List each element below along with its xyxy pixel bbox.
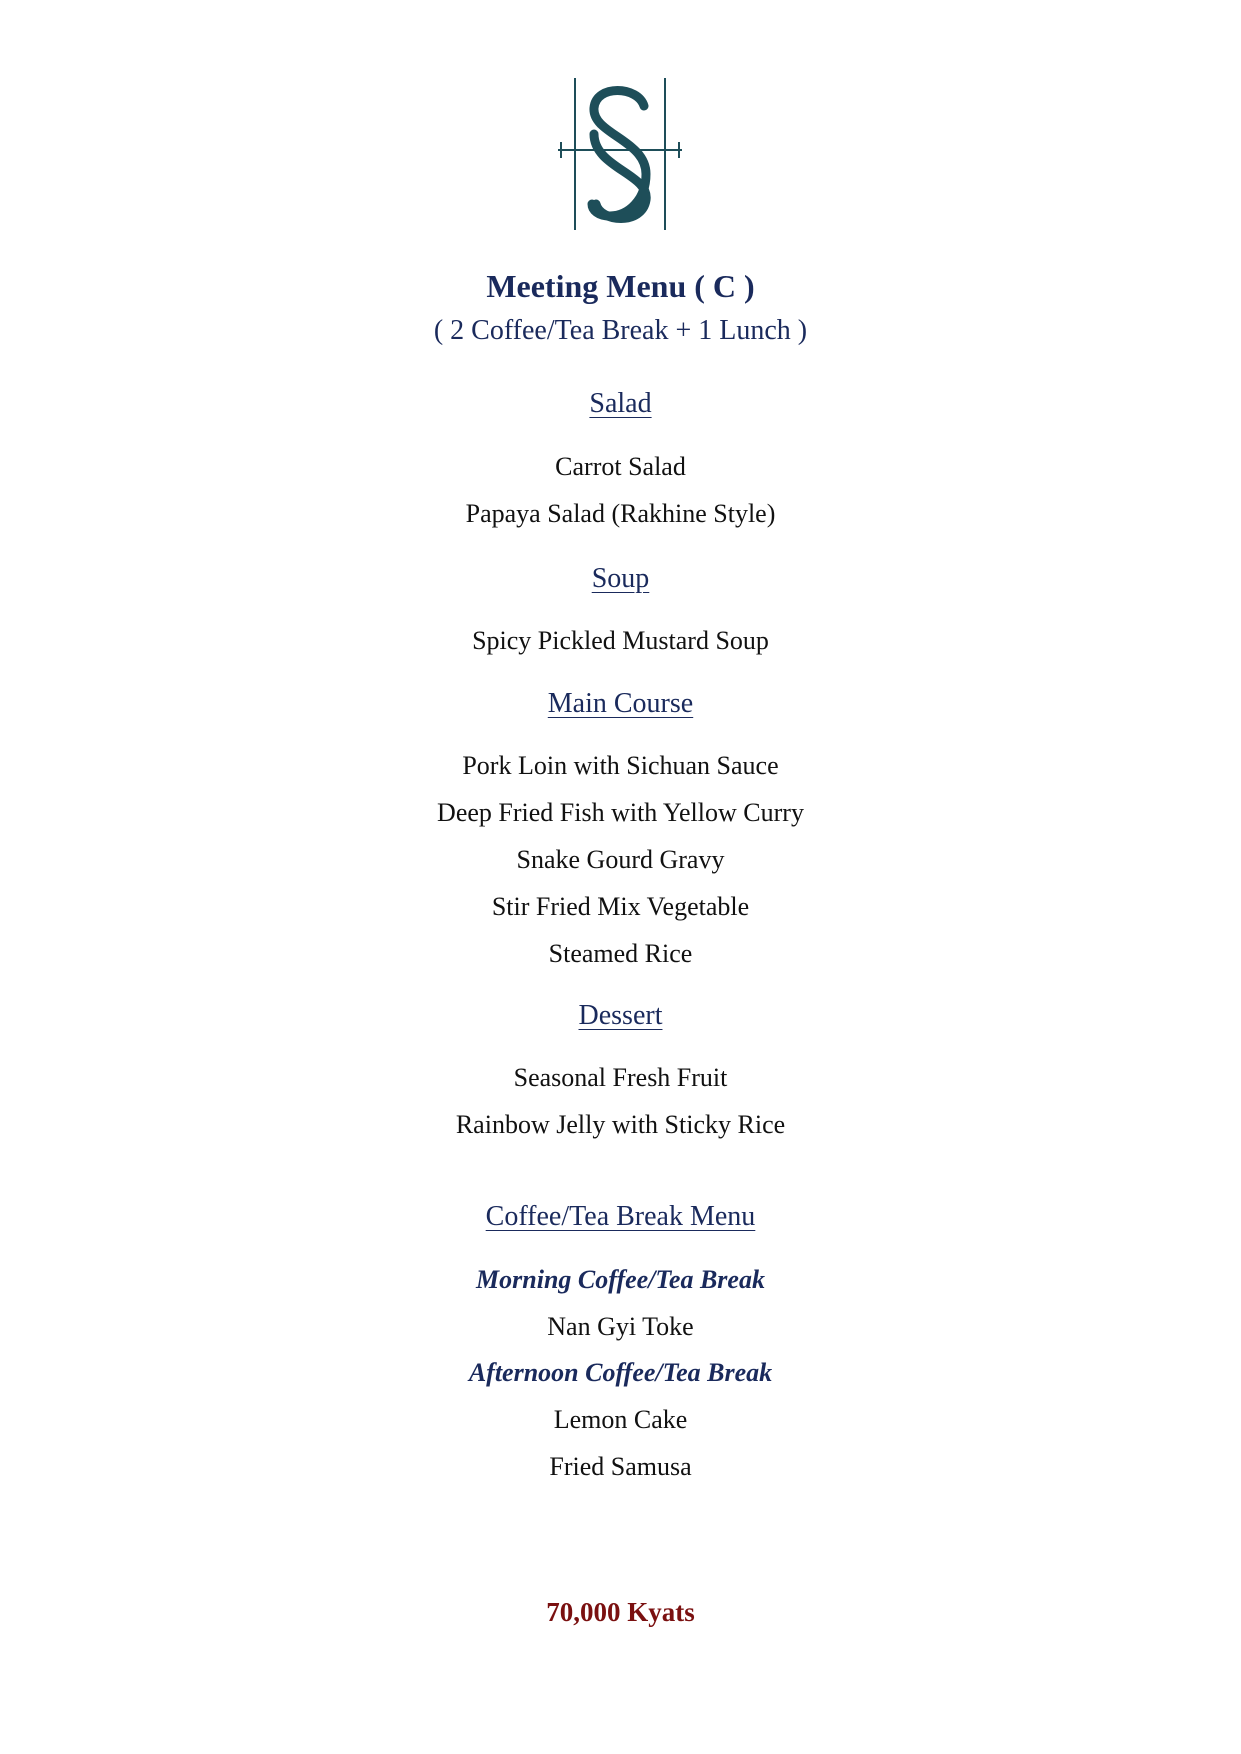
section-heading-soup: Soup — [591, 563, 650, 594]
menu-item: Nan Gyi Toke — [547, 1312, 694, 1341]
menu-item: Stir Fried Mix Vegetable — [491, 892, 750, 921]
menu-item: Fried Samusa — [549, 1452, 692, 1481]
menu-item: Pork Loin with Sichuan Sauce — [462, 751, 779, 780]
menu-item: Spicy Pickled Mustard Soup — [472, 626, 769, 655]
section-heading-coffee-break: Coffee/Tea Break Menu — [485, 1201, 756, 1232]
menu-item: Deep Fried Fish with Yellow Curry — [437, 798, 804, 827]
menu-item: Carrot Salad — [555, 452, 686, 481]
menu-item: Papaya Salad (Rakhine Style) — [465, 499, 776, 528]
price-label: 70,000 Kyats — [546, 1597, 695, 1627]
monogram-logo-icon — [558, 76, 682, 232]
morning-break-label: Morning Coffee/Tea Break — [476, 1265, 765, 1294]
section-heading-main-course: Main Course — [547, 688, 694, 719]
menu-item: Seasonal Fresh Fruit — [513, 1063, 728, 1092]
section-heading-dessert: Dessert — [578, 1000, 663, 1031]
menu-subtitle: ( 2 Coffee/Tea Break + 1 Lunch ) — [433, 315, 808, 346]
menu-item: Steamed Rice — [548, 939, 693, 968]
menu-item: Snake Gourd Gravy — [516, 845, 725, 874]
menu-title: Meeting Menu ( C ) — [486, 268, 755, 304]
afternoon-break-label: Afternoon Coffee/Tea Break — [468, 1358, 773, 1387]
menu-item: Lemon Cake — [553, 1405, 688, 1434]
section-heading-salad: Salad — [589, 388, 652, 419]
menu-item: Rainbow Jelly with Sticky Rice — [455, 1110, 786, 1139]
